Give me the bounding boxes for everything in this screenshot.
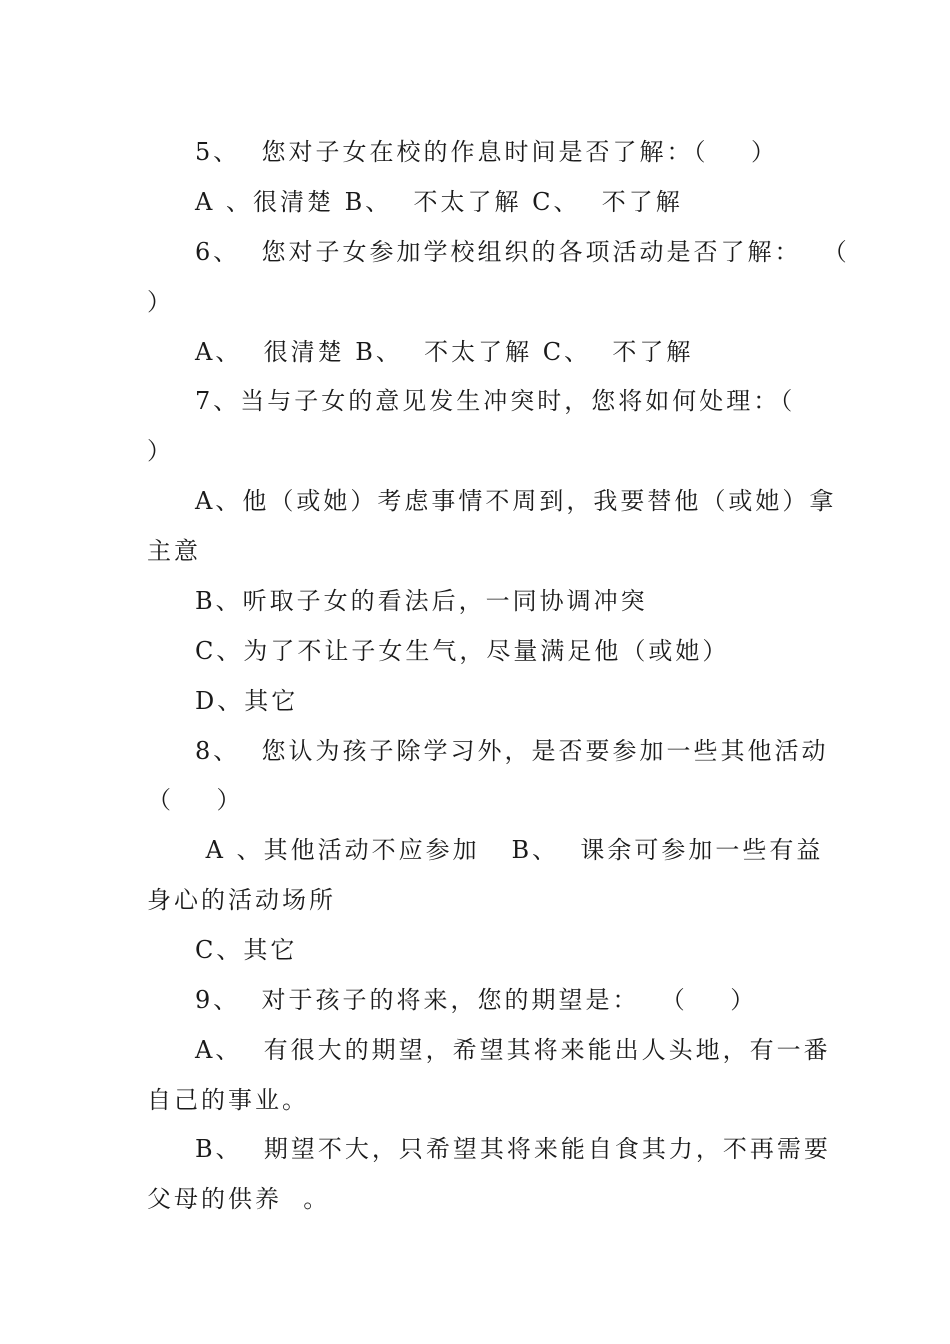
question-9-option-b: B、 期望不大，只希望其将来能自食其力，不再需要 xyxy=(195,1135,831,1163)
question-6-options: A、 很清楚 B、 不太了解 C、 不了解 xyxy=(195,338,694,366)
question-8-options: A 、其他活动不应参加 B、 课余可参加一些有益 xyxy=(195,836,824,864)
question-7: 7、当与子女的意见发生冲突时，您将如何处理：（ xyxy=(195,387,796,415)
question-7-option-d: D、其它 xyxy=(195,687,299,715)
question-8-cont: （ ） xyxy=(147,786,244,814)
question-9-option-a: A、 有很大的期望，希望其将来能出人头地，有一番 xyxy=(195,1036,831,1064)
question-7-cont: ） xyxy=(147,437,174,465)
question-8-option-c: C、其它 xyxy=(195,936,298,964)
question-7-option-c: C、为了不让子女生气，尽量满足他（或她） xyxy=(195,637,730,665)
question-5: 5、 您对子女在校的作息时间是否了解：（ ） xyxy=(195,138,779,166)
question-6-cont: ） xyxy=(147,288,174,316)
question-7-option-b: B、听取子女的看法后，一同协调冲突 xyxy=(195,587,648,615)
question-7-option-a: A、他（或她）考虑事情不周到，我要替他（或她）拿 xyxy=(195,487,837,515)
question-8: 8、 您认为孩子除学习外，是否要参加一些其他活动 xyxy=(195,737,829,765)
question-5-options: A 、很清楚 B、 不太了解 C、 不了解 xyxy=(195,188,683,216)
question-9-option-a-cont: 自己的事业。 xyxy=(147,1086,309,1114)
question-9-option-b-cont: 父母的供养 。 xyxy=(147,1185,331,1213)
question-6: 6、 您对子女参加学校组织的各项活动是否了解： （ xyxy=(195,238,850,266)
question-8-options-cont: 身心的活动场所 xyxy=(147,886,336,914)
question-7-option-a-cont: 主意 xyxy=(147,537,201,565)
question-9: 9、 对于孩子的将来，您的期望是： （ ） xyxy=(195,986,758,1014)
